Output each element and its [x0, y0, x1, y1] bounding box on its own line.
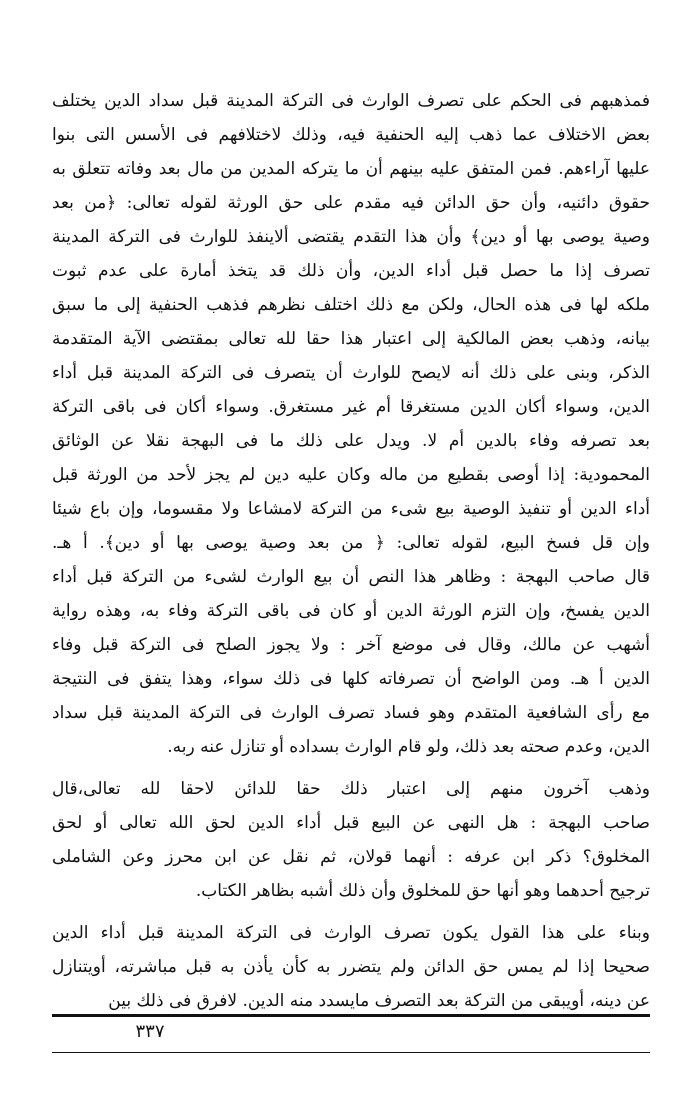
text-line: ملكه لها فى هذه الحال، ولكن مع ذلك اختلف نظرهم فذهب الحنفية إلى ما سبق: [52, 295, 650, 315]
text-line: بعض الاختلاف عما ذهب إليه الحنفية فيه، وذلك لاختلافهم فى الأسس التى بنوا: [52, 125, 650, 145]
text-line: وذهب آخرون منهم إلى اعتبار ذلك حقا للدائن لاحقا لله تعالى،قال: [52, 779, 650, 799]
text-line: عليها آراءهم. فمن المتفق عليه بينهم أن ما يتركه المدين من مال بعد وفاته تتعلق به: [52, 159, 650, 179]
text-line: ترجيح أحدهما وهو أنها حق للمخلوق وأن ذلك أشبه بظاهر الكتاب.: [195, 881, 650, 901]
text-line: بعد تصرفه وفاء بالدين أم لا. ويدل على ذلك ما فى البهجة نقلا عن الوثائق: [52, 431, 650, 451]
text-line: بيانه، وذهب بعض المالكية إلى اعتبار هذا حقا لله تعالى بمقتضى الآية المتقدمة: [52, 329, 650, 349]
text-line: وإن قل فسخ البيع، لقوله تعالى: ﴿ من بعد وصية يوصى بها أو دين﴾. أ هـ.: [52, 533, 650, 553]
paragraph-gap: [52, 908, 650, 916]
text-line: قال صاحب البهجة : وظاهر هذا النص أن بيع الوارث لشىء من التركة قبل أداء: [52, 567, 650, 587]
footer-rule-top: [52, 1014, 650, 1017]
paragraph: [52, 84, 650, 764]
text-line: الدين يفسخ، وإن التزم الورثة الدين أو كان فى باقى التركة وفاء به، وهذه رواية: [52, 601, 650, 621]
paragraph-gap: [52, 764, 650, 772]
text-line: الدين، وعدم صحته بعد ذلك، ولو قام الوارث بسداده أو تنازل عنه ربه.: [167, 737, 650, 757]
text-line: الدين، وسواء أكان الدين مستغرقا أم غير مستغرق. وسواء أكان فى باقى التركة: [52, 397, 650, 417]
text-line: وبناء على هذا القول يكون تصرف الوارث فى التركة المدينة قبل أداء الدين: [52, 923, 650, 943]
text-line: المحمودية: إذا أوصى بقطيع من ماله وكان عليه دين لم يجز لأحد من الورثة قبل: [52, 465, 650, 485]
paragraph: [52, 772, 650, 908]
text-line: حقوق دائنيه، وأن حق الدائن فيه مقدم على حق الورثة لقوله تعالى: ﴿من بعد: [52, 193, 650, 213]
text-line: تصرف إذا ما حصل قبل أداء الدين، وأن ذلك قد يتخذ أمارة على عدم ثبوت: [52, 261, 650, 281]
text-line: صاحب البهجة : هل النهى عن البيع قبل أداء الدين لحق الله تعالى أو لحق: [52, 813, 650, 833]
text-line: عن دينه، أويبقى من التركة بعد التصرف مايسدد منه الدين. لافرق فى ذلك بين: [108, 991, 650, 1011]
footer-rule-bottom: [52, 1052, 650, 1053]
paragraph: [52, 916, 650, 1018]
text-line: فمذهبهم فى الحكم على تصرف الوارث فى التركة المدينة قبل سداد الدين يختلف: [52, 91, 650, 111]
text-line: أشهب عن مالك، وقال فى موضع آخر : ولا يجوز الصلح فى التركة قبل وفاء: [52, 635, 650, 655]
page-body: [52, 84, 650, 1018]
text-line: صحيحا إذا لم يمس حق الدائن ولم يتضرر به كأن يأذن به قبل مباشرته، أويتنازل: [52, 957, 650, 977]
text-line: المخلوق؟ ذكر ابن عرفه : أنهما قولان، ثم نقل عن ابن محرز وعن الشاملى: [52, 847, 650, 867]
page-number: ٣٣٧: [135, 1021, 165, 1042]
text-line: وصية يوصى بها أو دين﴾ وأن هذا التقدم يقتضى ألاينفذ للوارث فى التركة المدينة: [52, 227, 650, 247]
text-line: أداء الدين أو تنفيذ الوصية بيع شىء من التركة لامشاعا ولا مقسوما، وإن باع شيئا: [52, 499, 650, 519]
text-line: الدين أ هـ. ومن الواضح أن تصرفاته كلها فى ذلك سواء، وهذا يتفق فى النتيجة: [52, 669, 650, 689]
text-line: الذكر، وبنى على ذلك أنه لايصح للوارث أن يتصرف فى التركة المدينة قبل أداء: [52, 363, 650, 383]
text-line: مع رأى الشافعية المتقدم وهو فساد تصرف الوارث فى التركة المدينة قبل سداد: [52, 703, 650, 723]
